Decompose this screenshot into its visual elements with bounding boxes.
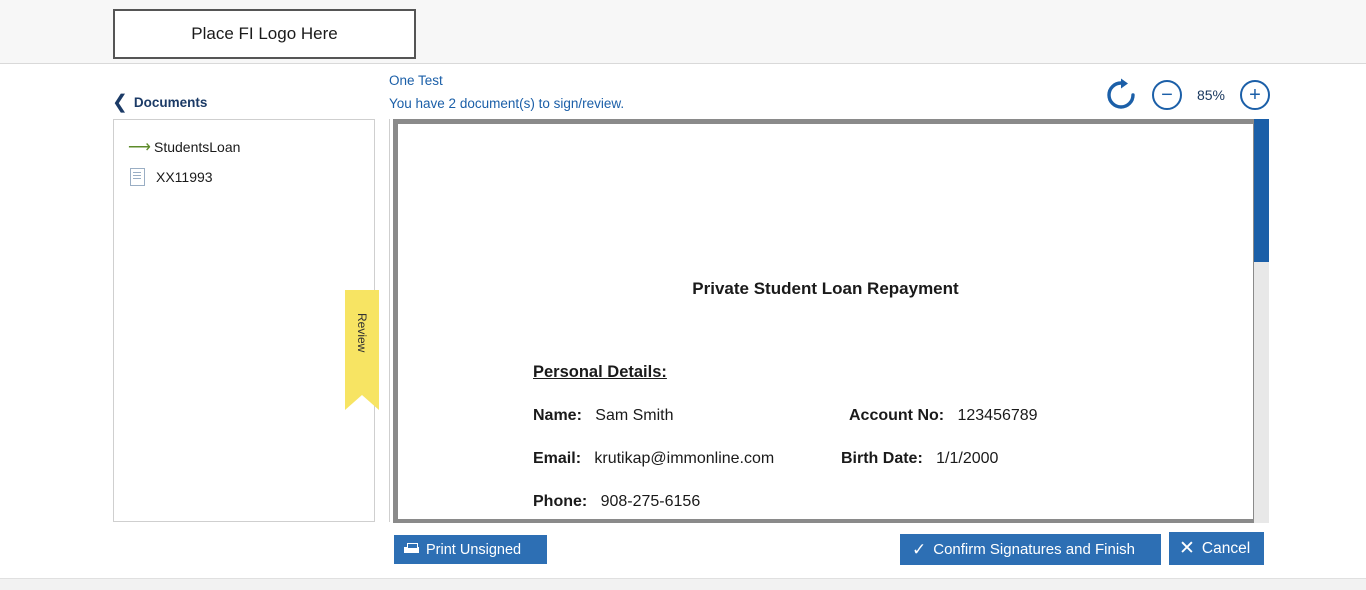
field-phone [533, 493, 700, 511]
viewer-scrollbar-thumb[interactable] [1254, 119, 1269, 262]
field-email-value: krutikap@immonline.com [594, 450, 775, 467]
confirm-signatures-label: Confirm Signatures and Finish [933, 541, 1136, 558]
document-list-panel [113, 119, 375, 522]
back-to-documents-link[interactable] [112, 93, 207, 112]
print-unsigned-label: Print Unsigned [426, 541, 522, 558]
branding-bar [0, 0, 1366, 64]
field-birth-date-label: Birth Date: [841, 450, 923, 467]
check-icon: ✓ [912, 540, 927, 559]
page-title: One Test [389, 73, 443, 88]
field-email [533, 450, 774, 468]
page-subtitle: You have 2 document(s) to sign/review. [389, 96, 625, 111]
field-birth-date-value: 1/1/2000 [936, 450, 999, 467]
list-item-label: XX11993 [156, 169, 213, 185]
field-phone-label: Phone: [533, 493, 588, 510]
zoom-in-button[interactable] [1240, 80, 1270, 110]
cancel-button[interactable] [1169, 532, 1264, 565]
field-phone-value: 908-275-6156 [600, 493, 701, 510]
list-item-label: StudentsLoan [154, 139, 241, 155]
logo-placeholder-text: Place FI Logo Here [191, 24, 338, 43]
print-unsigned-button[interactable] [394, 535, 547, 564]
confirm-signatures-button[interactable] [900, 534, 1161, 565]
back-to-documents-label: Documents [133, 95, 208, 110]
document-icon [130, 168, 145, 186]
panel-divider [389, 119, 390, 522]
field-account-no-label: Account No: [849, 407, 945, 424]
document-page [398, 124, 1253, 519]
review-flag-marker[interactable] [345, 290, 379, 395]
field-account-no-value: 123456789 [957, 407, 1038, 424]
document-heading: Private Student Loan Repayment [692, 279, 959, 298]
field-name [533, 407, 674, 425]
close-icon: ✕ [1179, 538, 1195, 559]
field-account-no [849, 407, 1038, 425]
zoom-out-button[interactable] [1152, 80, 1182, 110]
cancel-label: Cancel [1201, 539, 1251, 557]
zoom-out-label: − [1161, 84, 1173, 106]
arrow-right-icon: ⟶ [128, 139, 151, 156]
document-viewer[interactable] [393, 119, 1269, 523]
document-section-heading: Personal Details: [533, 363, 667, 381]
printer-icon [404, 543, 419, 556]
field-name-label: Name: [533, 407, 582, 424]
zoom-in-label: + [1249, 84, 1261, 106]
logo-placeholder [113, 9, 416, 59]
zoom-level-value: 85% [1196, 87, 1226, 103]
list-item-studentsloan[interactable] [114, 132, 374, 162]
bottom-strip [0, 578, 1366, 590]
refresh-icon[interactable] [1104, 78, 1138, 112]
field-birth-date [841, 450, 998, 468]
review-flag-label: Review [355, 313, 369, 353]
field-email-label: Email: [533, 450, 582, 467]
viewer-scrollbar[interactable] [1254, 119, 1269, 523]
viewer-toolbar [1104, 78, 1270, 112]
field-name-value: Sam Smith [595, 407, 674, 424]
chevron-left-icon: ❮ [112, 92, 128, 113]
list-item-xx11993[interactable] [114, 162, 374, 192]
